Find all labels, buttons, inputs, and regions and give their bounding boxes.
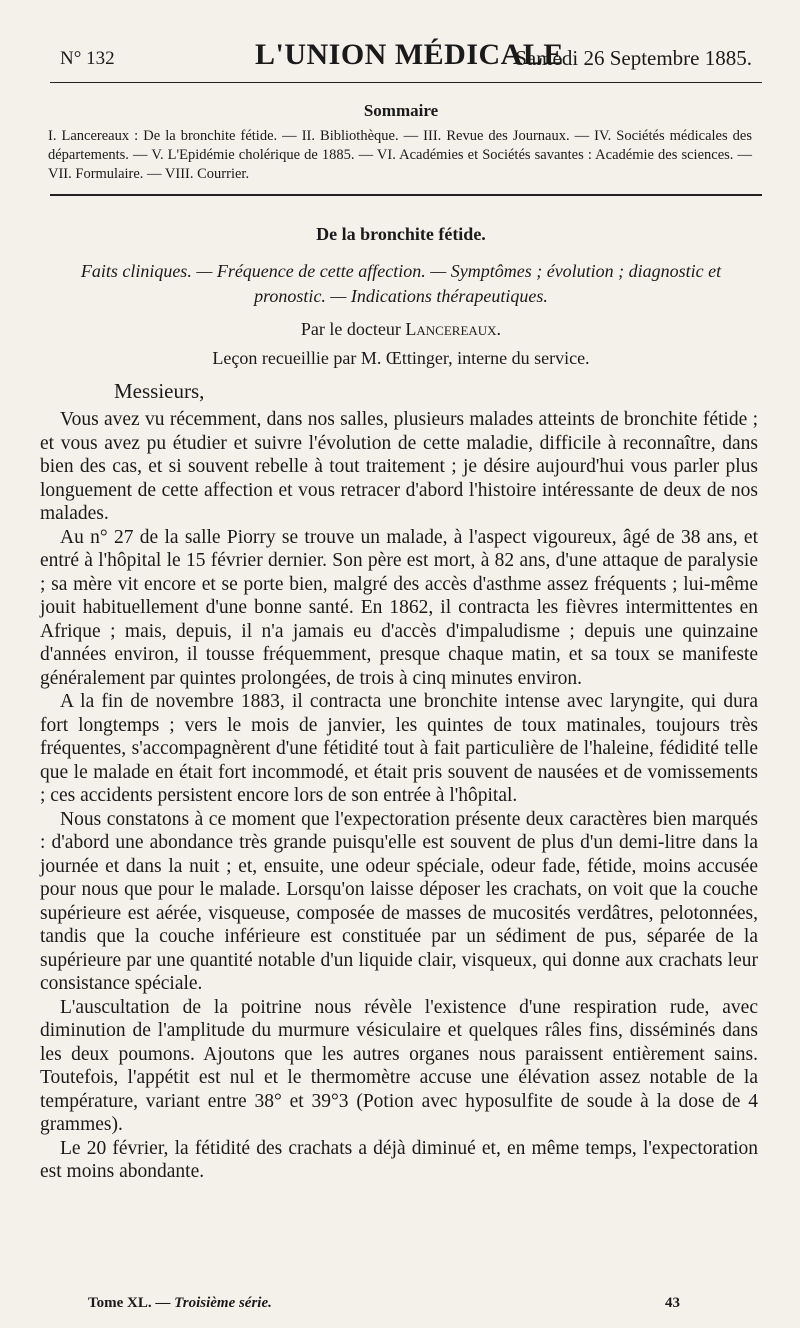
paragraph: Au n° 27 de la salle Piorry se trouve un malade, à l'aspect vigoureux, âgé de 38 ans, et entré à l'hôpital le 15 février dernier. Son père est mort, à 82 ans, d'une attaque de paralysie ; sa mère vit encore et se porte bien, malgré des accès d'asthme assez fréquents ; lui-même jouit habituellement d'une bonne santé. En 1862, il contracta les fièvres intermittentes en Afrique ; mais, depuis, il n'a jamais eu d'accès d'impaludisme ; depuis une quinzaine d'années environ, il tousse fréquemment, presque chaque matin, et sa toux se manifeste généralement par quintes prolongées, de trois à cinq minutes environ. — [40, 526, 758, 689]
sommaire-contents: I. Lancereaux : De la bronchite fétide. — II. Bibliothèque. — III. Revue des Journaux. — IV. Sociétés médicales des départements. — V. L'Epidémie cholérique de 1885. — VI. Académies et Sociétés savantes : Académie des sciences. — VII. Formulaire. — VIII. Courrier. — [48, 128, 752, 182]
sommaire-heading: Sommaire — [363, 101, 439, 120]
paragraph: A la fin de novembre 1883, il contracta une bronchite intense avec laryngite, qui dura fort longtemps ; vers le mois de janvier, les quintes de toux matinales, toujours très fréquentes, s'accompagnèrent d'une fétidité tout à fait particulière de l'haleine, fédidité telle que le malade en était fort incommodé, et était pris souvent de nausées et de vomissements ; ces accidents persistent encore lors de son entrée à l'hôpital. — [40, 691, 758, 806]
article-title: De la bronchite fétide. — [316, 224, 486, 244]
author-name: Lancereaux. — [405, 319, 502, 339]
article-body — [40, 408, 758, 1184]
issue-date: Samedi 26 Septembre 1885. — [515, 46, 752, 70]
byline-prefix: Par le docteur — [300, 319, 401, 339]
lecon-note: Leçon recueillie par M. Œttinger, interne du service. — [212, 348, 590, 368]
article-subtitle: Faits cliniques. — Fréquence de cette affection. — Symptômes ; évolution ; diagnostic et pronostic. — Indications thérapeutiques. — [80, 261, 722, 306]
paragraph: L'auscultation de la poitrine nous révèle l'existence d'une respiration rude, avec diminution de l'amplitude du murmure vésiculaire et quelques râles fins, disséminés dans les deux poumons. Ajoutons que les autres organes nous paraissent entièrement sains. Toutefois, l'appétit est nul et le thermomètre accuse une élévation assez notable de la température, variant entre 38° et 39°3 (Potion avec hyposulfite de soude à la dose de 4 grammes). — [40, 996, 758, 1135]
page-number: 43 — [665, 1295, 680, 1311]
page-footer — [88, 1295, 680, 1312]
paragraph: Le 20 février, la fétidité des crachats a déjà diminué et, en même temps, l'expectoration est moins abondante. — [40, 1137, 758, 1182]
journal-title: L'UNION MÉDICALE — [255, 38, 564, 71]
series-label: Troisième série. — [174, 1295, 272, 1311]
issue-number: N° 132 — [60, 48, 115, 69]
masthead — [40, 30, 762, 82]
salutation: Messieurs, — [114, 379, 205, 403]
paragraph: Vous avez vu récemment, dans nos salles, plusieurs malades atteints de bronchite fétide ; et vous avez pu étudier et suivre l'évolution de cette maladie, difficile à reconnaître, dans bien des cas, et si souvent rebelle à tout traitement ; je désire aujourd'hui vous parler plus longuement de cette affection et vous retracer d'abord l'histoire intéressante de deux de nos malades. — [40, 409, 758, 524]
article-byline — [40, 319, 762, 340]
sommaire-rule — [50, 194, 762, 196]
paragraph: Nous constatons à ce moment que l'expectoration présente deux caractères bien marqués : d'abord une abondance très grande puisqu'elle est souvent de plus d'un demi-litre dans la journée et dans la nuit ; et, ensuite, une odeur spéciale, odeur fade, fétide, moins accusée pour nous que pour le malade. Lorsqu'on laisse déposer les crachats, on voit que la couche supérieure est aérée, visqueuse, composée de masses de mucosités verdâtres, pelotonnées, tandis que la couche inférieure est constituée par un sédiment de pus, séparée de la supérieure par une quantité notable d'un liquide clair, visqueux, qui donne aux crachats leur consistance spéciale. — [40, 808, 758, 994]
tome-label: Tome XL. — — [88, 1295, 171, 1311]
masthead-rule — [50, 82, 762, 83]
